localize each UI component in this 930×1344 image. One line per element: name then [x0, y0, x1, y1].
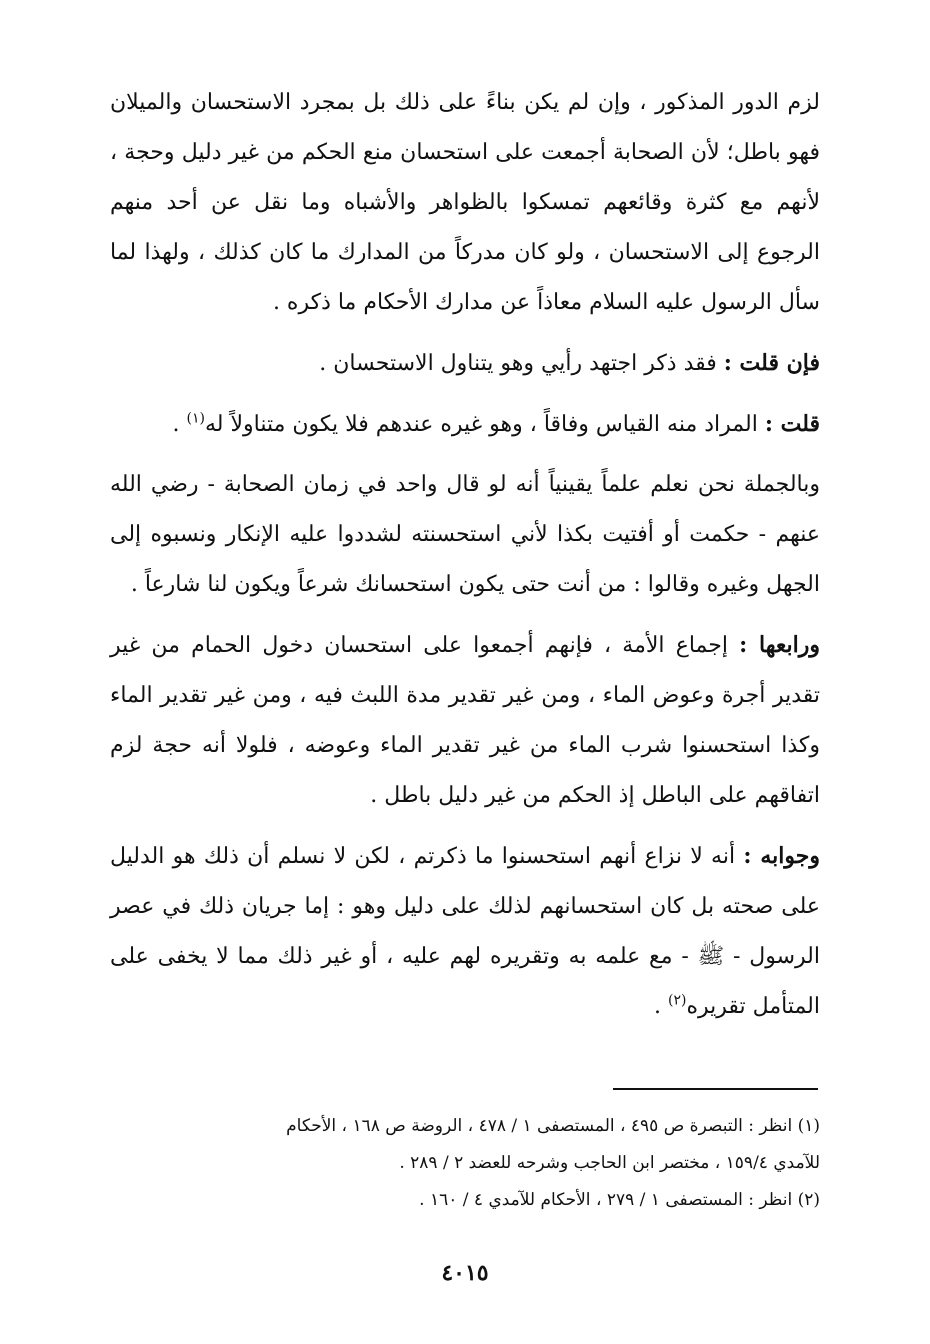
question-lead: فإن قلت : [723, 350, 820, 376]
paragraph-1: لزم الدور المذكور ، وإن لم يكن بناءً على ذلك بل بمجرد الاستحسان والميلان فهو باطل؛ لأن الصحابة أجمعت على استحسان منع الحكم من غير دليل وحجة ، لأنهم مع كثرة وقائعهم تمسكوا بالظواهر والأشباه وما نقل عن أحد منهم الرجوع إلى الاستحسان ، ولو كان مدركاً من المدارك ما كان كذلك ، ولهذا لما سأل الرسول عليه السلام معاذاً عن مدارك الأحكام ما ذكره . [110, 90, 820, 315]
paragraph-answer [110, 399, 820, 450]
footnote-ref-2: (٢) [668, 992, 687, 1009]
footnote-divider [613, 1088, 818, 1090]
paragraph-5-end: . [654, 994, 669, 1019]
page-number: ٤٠١٥ [441, 1260, 489, 1286]
paragraph-5 [110, 831, 820, 1032]
paragraph-5-text: أنه لا نزاع أنهم استحسنوا ما ذكرتم ، لكن لا نسلم أن ذلك هو الدليل على صحته بل كان استحسانهم لذلك على دليل وهو : إما جريان ذلك في عصر الرسول - ﷺ - مع علمه به وتقريره لهم عليه ، أو غير ذلك مما لا يخفى على المتأمل تقريره [110, 844, 820, 1019]
footnotes [110, 1108, 820, 1219]
footnote-ref-1: (١) [186, 410, 205, 427]
main-text [110, 78, 820, 1042]
footnote-2: (٢) انظر : المستصفى ١ / ٢٧٩ ، الأحكام للآمدي ٤ / ١٦٠ . [419, 1190, 820, 1210]
paragraph-5-lead: وجوابه : [743, 843, 820, 869]
paragraph-4 [110, 620, 820, 821]
paragraph-4-lead: ورابعها : [739, 632, 820, 658]
paragraph-3: وبالجملة نحن نعلم علماً يقينياً أنه لو قال واحد في زمان الصحابة - رضي الله عنهم - حكمت أو أفتيت بكذا لأني استحسنته لشددوا عليه الإنكار ونسبوه إلى الجهل وغيره وقالوا : من أنت حتى يكون استحسانك شرعاً ويكون لنا شارعاً . [110, 472, 820, 597]
answer-lead: قلت : [764, 411, 820, 437]
footnote-1-line-2: للآمدي ١٥٩/٤ ، مختصر ابن الحاجب وشرحه للعضد ٢ / ٢٨٩ . [399, 1153, 820, 1173]
paragraph-question [110, 338, 820, 389]
paragraph-4-text: إجماع الأمة ، فإنهم أجمعوا على استحسان دخول الحمام من غير تقدير أجرة وعوض الماء ، ومن غير تقدير مدة اللبث فيه ، ومن غير تقدير الماء وكذا استحسنوا شرب الماء من غير تقدير الماء وعوضه ، فلولا أنه حجة لزم اتفاقهم على الباطل إذ الحكم من غير دليل باطل . [110, 633, 820, 808]
question-text: فقد ذكر اجتهد رأيي وهو يتناول الاستحسان . [319, 351, 724, 376]
answer-text: المراد منه القياس وفاقاً ، وهو غيره عندهم فلا يكون متناولاً له [204, 412, 765, 437]
footnote-1-line-1: (١) انظر : التبصرة ص ٤٩٥ ، المستصفى ١ / ٤٧٨ ، الروضة ص ١٦٨ ، الأحكام [286, 1116, 820, 1136]
answer-end: . [172, 412, 187, 437]
